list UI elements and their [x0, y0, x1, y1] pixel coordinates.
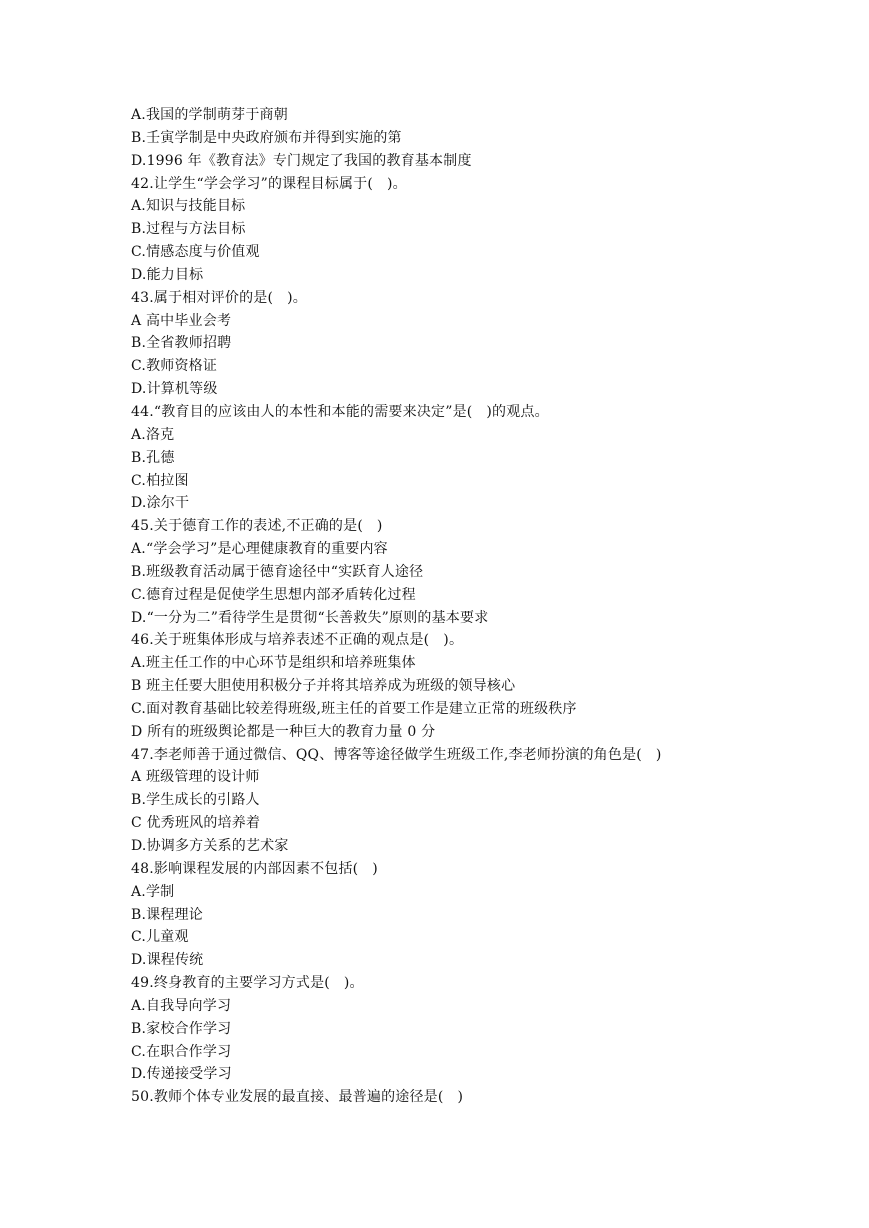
option-line: C.德育过程是促使学生思想内部矛盾转化过程 [131, 586, 416, 603]
question-line: 49.终身教育的主要学习方式是( )。 [131, 975, 364, 992]
option-line: C.柏拉图 [131, 472, 189, 489]
option-line: C.面对教育基础比较差得班级,班主任的首要工作是建立正常的班级秩序 [131, 700, 577, 717]
option-line: B.课程理论 [131, 906, 203, 923]
option-line: B 班主任要大胆使用积极分子并将其培养成为班级的领导核心 [131, 678, 516, 695]
option-line: D.能力目标 [131, 266, 204, 283]
document-body [131, 104, 771, 1109]
question-line: 44.“教育目的应该由人的本性和本能的需要来决定”是( )的观点。 [131, 403, 549, 420]
option-line: D.课程传统 [131, 952, 204, 969]
option-line: A.班主任工作的中心环节是组织和培养班集体 [131, 655, 416, 672]
option-line: A.我国的学制萌芽于商朝 [131, 107, 288, 123]
option-line: B.班级教育活动属于德育途径中“实跃育人途径 [131, 563, 424, 580]
option-line: D.涂尔干 [131, 495, 190, 512]
option-line: C.教师资格证 [131, 358, 218, 375]
option-line: A.“学会学习”是心理健康教育的重要内容 [131, 541, 388, 558]
option-line: A.知识与技能目标 [131, 198, 246, 215]
question-line: 45.关于德育工作的表述,不正确的是( ) [131, 518, 383, 535]
option-line: A 班级管理的设计师 [131, 769, 260, 786]
option-line: A.洛克 [131, 426, 175, 443]
option-line: A 高中毕业会考 [131, 312, 232, 329]
option-line: A.学制 [131, 883, 175, 900]
option-line: B.全省教师招聘 [131, 335, 232, 352]
option-line: B.孔德 [131, 449, 175, 466]
option-line: C 优秀班风的培养着 [131, 815, 261, 832]
option-line: A.自我导向学习 [131, 997, 232, 1014]
option-line: D.1996 年《教育法》专门规定了我国的教育基本制度 [131, 152, 472, 169]
option-line: C.情感态度与价值观 [131, 244, 260, 261]
option-line: C.儿童观 [131, 929, 189, 946]
option-line: B.过程与方法目标 [131, 221, 246, 238]
question-line: 50.教师个体专业发展的最直接、最普遍的途径是( ) [131, 1089, 464, 1106]
question-line: 46.关于班集体形成与培养表述不正确的观点是( )。 [131, 632, 464, 649]
option-line: D.协调多方关系的艺术家 [131, 838, 289, 854]
option-line: D.计算机等级 [131, 381, 218, 398]
option-line: D.“一分为二”看待学生是贯彻“长善救失”原则的基本要求 [131, 609, 489, 626]
option-line: B.家校合作学习 [131, 1020, 232, 1037]
question-line: 48.影响课程发展的内部因素不包括( ) [131, 860, 378, 877]
option-line: D.传递接受学习 [131, 1066, 232, 1083]
question-line: 43.属于相对评价的是( )。 [131, 289, 307, 306]
question-line: 42.让学生“学会学习”的课程目标属于( )。 [131, 175, 407, 192]
option-line: B.学生成长的引路人 [131, 792, 260, 809]
question-line: 47.李老师善于通过微信、QQ、博客等途径做学生班级工作,李老师扮演的角色是( ) [131, 746, 662, 763]
option-line: D 所有的班级舆论都是一种巨大的教育力量 0 分 [131, 723, 436, 740]
option-line: B.壬寅学制是中央政府颁布并得到实施的第 [131, 129, 402, 146]
option-line: C.在职合作学习 [131, 1043, 232, 1060]
